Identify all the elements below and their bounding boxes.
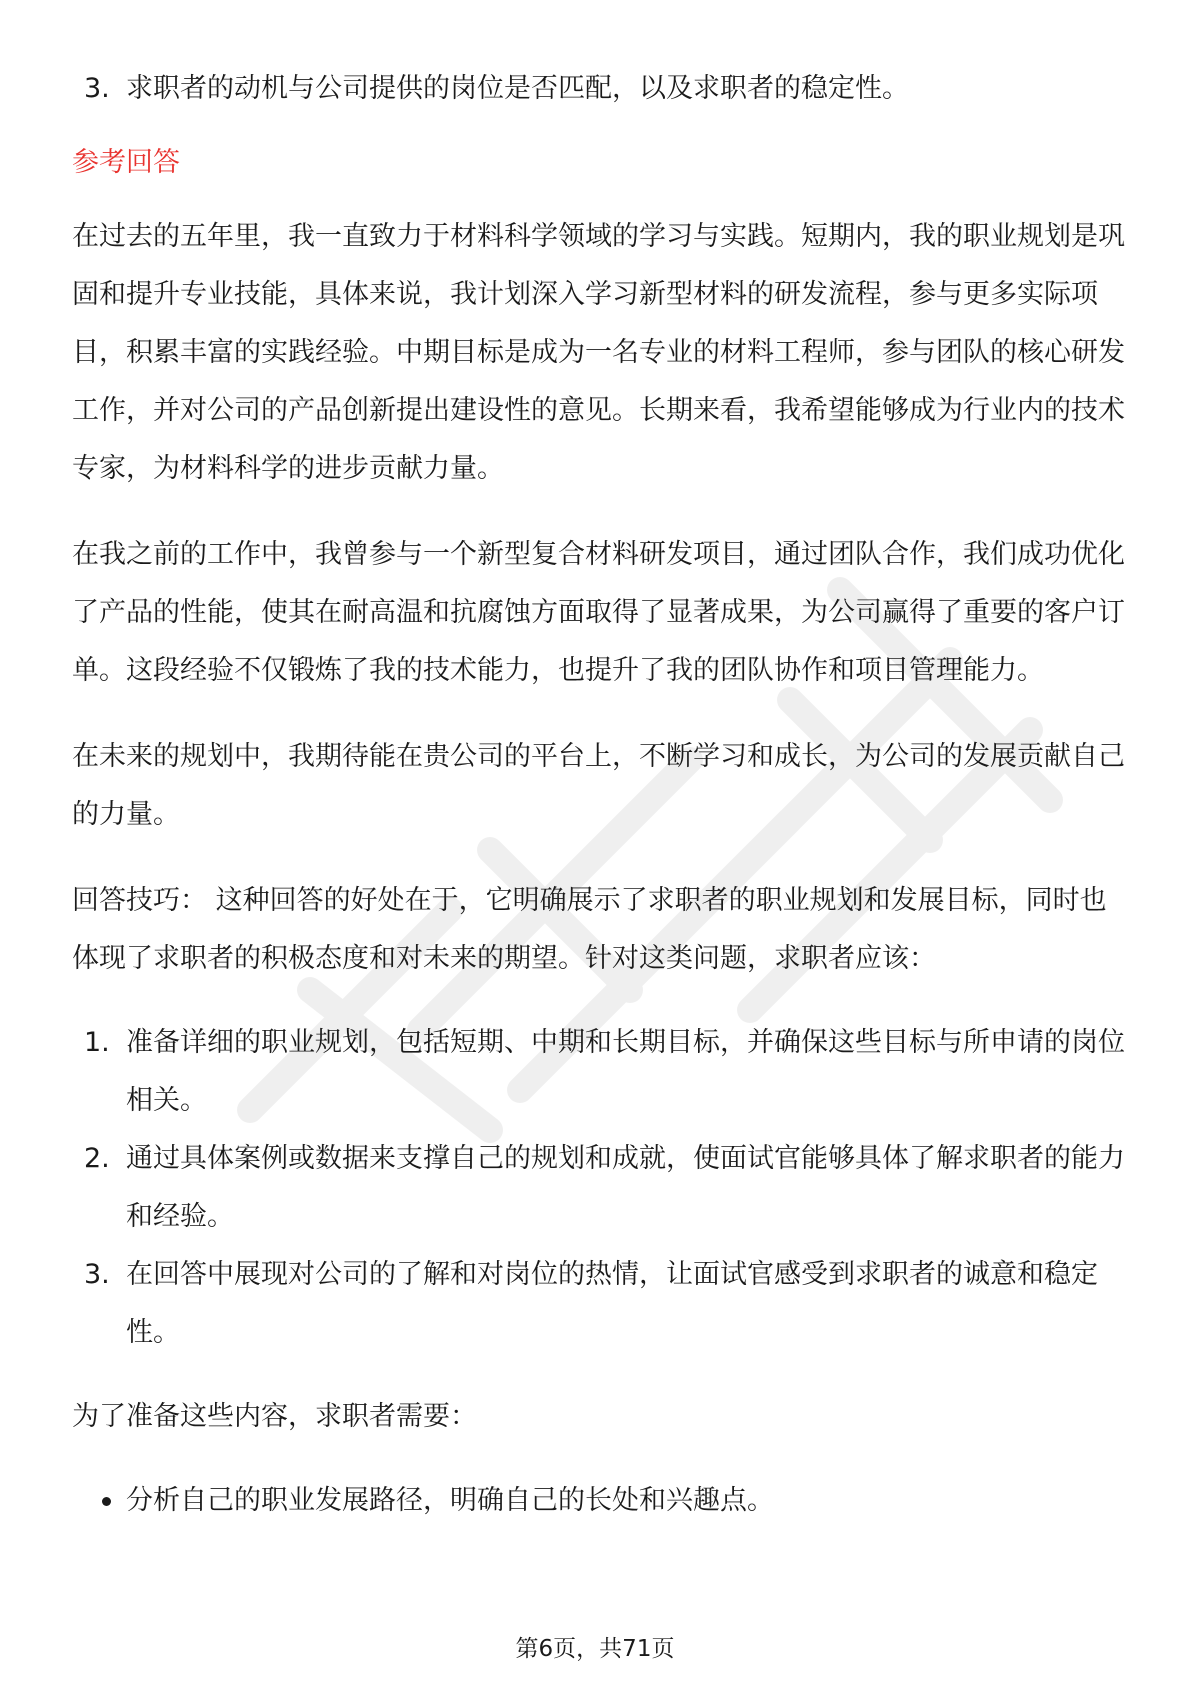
list-item-text: 求职者的动机与公司提供的岗位是否匹配，以及求职者的稳定性。	[126, 73, 909, 104]
list-number: 2.	[84, 1143, 110, 1174]
tips-list	[72, 1014, 1132, 1362]
list-item-text: 通过具体案例或数据来支撑自己的规划和成就，使面试官能够具体了解求职者的能力和经验。	[126, 1143, 1125, 1232]
bullet-text: 分析自己的职业发展路径，明确自己的长处和兴趣点。	[126, 1485, 774, 1516]
list-number: 3.	[84, 73, 110, 104]
answer-tips: 回答技巧： 这种回答的好处在于，它明确展示了求职者的职业规划和发展目标，同时也体现了求职者的积极态度和对未来的期望。针对这类问题，求职者应该：	[72, 885, 1107, 974]
paragraph: 在未来的规划中，我期待能在贵公司的平台上，不断学习和成长，为公司的发展贡献自己的力量。	[72, 741, 1125, 830]
section-title: 参考回答	[72, 147, 180, 178]
list-item	[72, 60, 1132, 118]
list-number: 1.	[84, 1027, 110, 1058]
page-content	[72, 60, 1132, 1530]
bullet-item	[72, 1472, 1132, 1530]
list-item	[72, 1014, 1132, 1130]
paragraph: 在我之前的工作中，我曾参与一个新型复合材料研发项目，通过团队合作，我们成功优化了产品的性能，使其在耐高温和抗腐蚀方面取得了显著成果，为公司赢得了重要的客户订单。这段经验不仅锻炼了我的技术能力，也提升了我的团队协作和项目管理能力。	[72, 539, 1125, 686]
paragraph: 在过去的五年里，我一直致力于材料科学领域的学习与实践。短期内，我的职业规划是巩固和提升专业技能，具体来说，我计划深入学习新型材料的研发流程，参与更多实际项目，积累丰富的实践经验。中期目标是成为一名专业的材料工程师，参与团队的核心研发工作，并对公司的产品创新提出建设性的意见。长期来看，我希望能够成为行业内的技术专家，为材料科学的进步贡献力量。	[72, 221, 1125, 484]
list-item-text: 准备详细的职业规划，包括短期、中期和长期目标，并确保这些目标与所申请的岗位相关。	[126, 1027, 1125, 1116]
prep-list	[72, 1472, 1132, 1530]
list-number: 3.	[84, 1259, 110, 1290]
list-item	[72, 1246, 1132, 1362]
bullet-icon	[102, 1497, 111, 1506]
list-item-text: 在回答中展现对公司的了解和对岗位的热情，让面试官感受到求职者的诚意和稳定性。	[126, 1259, 1098, 1348]
page-footer: 第6页，共71页	[515, 1636, 675, 1662]
prep-intro: 为了准备这些内容，求职者需要：	[72, 1401, 477, 1432]
list-item	[72, 1130, 1132, 1246]
